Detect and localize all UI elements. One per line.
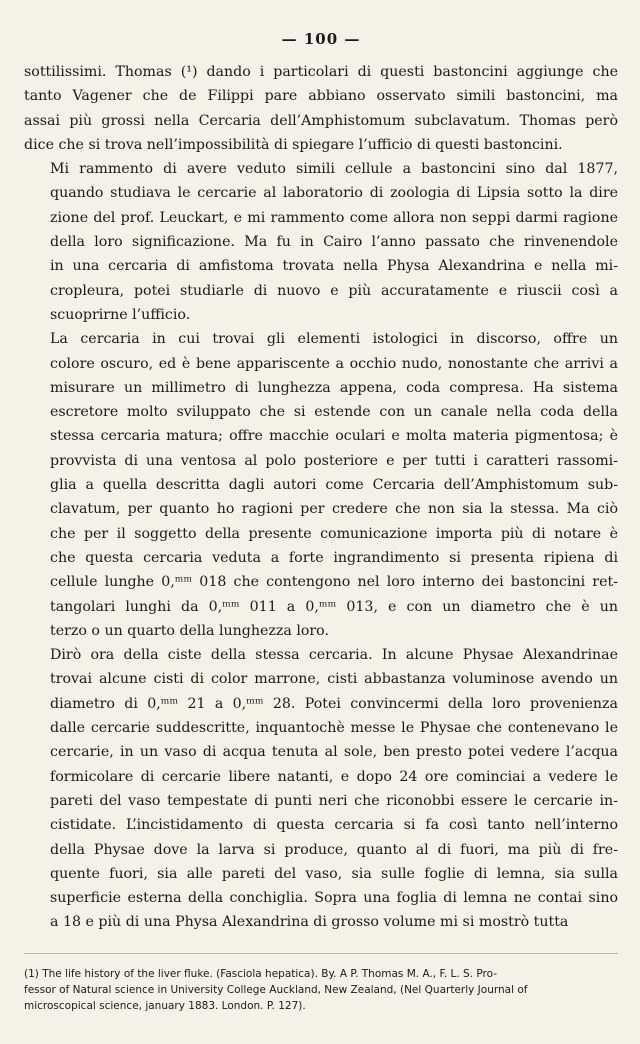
text-line: dalle cercarie suddescritte, inquantochè messe le Physae che contenevano le <box>50 720 618 737</box>
text-line: Mi rammento di avere veduto simili cellule a bastoncini sino dal 1877, <box>50 161 618 178</box>
text-line: formicolare di cercarie libere natanti, e dopo 24 ore cominciai a vedere le <box>50 768 618 785</box>
text-line: scuoprirne l’ufficio. <box>50 306 191 323</box>
text-line: misurare un millimetro di lunghezza appena, coda compresa. Ha sistema <box>50 379 618 396</box>
text-line: cropleura, potei studiarle di nuovo e più accuratamente e riuscii così a <box>50 282 618 299</box>
text-line: sottilissimi. Thomas (¹) dando i particolari di questi bastoncini aggiunge che <box>24 64 618 80</box>
text-line: clavatum, per quanto ho ragioni per credere che non sia la stessa. Ma ciò <box>50 501 618 518</box>
text-line: cistidate. L’incistidamento di questa cercaria si fa così tanto nell’interno <box>50 817 618 834</box>
text-line: Dirò ora della ciste della stessa cercaria. In alcune Physae Alexandrinae <box>50 647 618 664</box>
text-line: che per il soggetto della presente comunicazione importa più di notare è <box>50 525 618 542</box>
text-line: La cercaria in cui trovai gli elementi istologici in discorso, offre un <box>50 331 618 348</box>
text-line: dice che si trova nell’impossibilità di spiegare l’ufficio di questi bastoncini. <box>24 136 563 153</box>
text-line: terzo o un quarto della lunghezza loro. <box>50 622 329 639</box>
text-line: zione del prof. Leuckart, e mi rammento come allora non seppi darmi ragione <box>50 209 618 226</box>
text-line: stessa cercaria matura; offre macchie oculari e molta materia pigmentosa; è <box>50 428 618 445</box>
text-line: della Physae dove la larva si produce, quanto al di fuori, ma più di fre- <box>50 841 618 858</box>
text-line: escretore molto sviluppato che si estende con un canale nella coda della <box>50 404 618 421</box>
page-number: — 100 — <box>281 30 361 48</box>
text-line: a 18 e più di una Physa Alexandrina di grosso volume mi si mostrò tutta <box>50 914 569 931</box>
text-line: diametro di 0,ᵐᵐ 21 a 0,ᵐᵐ 28. Potei convincermi della loro provenienza <box>50 695 618 712</box>
footnote-line: microscopical science, january 1883. London. P. 127). <box>24 999 306 1012</box>
text-line: superficie esterna della conchiglia. Sopra una foglia di lemna ne contai sino <box>50 890 618 907</box>
text-line: cellule lunghe 0,ᵐᵐ 018 che contengono nel loro interno dei bastoncini ret- <box>50 574 618 591</box>
text-line: trovai alcune cisti di color marrone, cisti abbastanza voluminose avendo un <box>50 671 618 688</box>
footnote <box>24 966 618 1014</box>
text-line: che questa cercaria veduta a forte ingrandimento si presenta ripiena di <box>50 549 618 566</box>
footnote-line: fessor of Natural science in University College Auckland, New Zealand, (Nel Quarterly Journal of <box>24 983 528 996</box>
text-line: glia a quella descritta dagli autori come Cercaria dell’Amphistomum sub- <box>50 477 618 494</box>
paragraph <box>24 60 618 157</box>
footnote-line: (1) The life history of the liver fluke. (Fasciola hepatica). By. A P. Thomas M. A., F. L. S. Pro- <box>24 967 497 980</box>
text-line: provvista di una ventosa al polo posteriore e per tutti i caratteri rassomi- <box>50 452 618 469</box>
paragraph <box>24 643 618 935</box>
text-line: quando studiava le cercarie al laboratorio di zoologia di Lipsia sotto la dire <box>50 185 618 202</box>
text-line: colore oscuro, ed è bene appariscente a occhio nudo, nonostante che arrivi a <box>50 355 618 372</box>
page-body <box>24 30 618 1014</box>
text-line: quente fuori, sia alle pareti del vaso, sia sulle foglie di lemna, sia sulla <box>50 865 618 882</box>
text-line: cercarie, in un vaso di acqua tenuta al sole, ben presto potei vedere l’acqua <box>50 744 618 761</box>
text-line: in una cercaria di amfistoma trovata nella Physa Alexandrina e nella mi- <box>50 258 618 275</box>
text-line: assai più grossi nella Cercaria dell’Amphistomum subclavatum. Thomas però <box>24 112 618 129</box>
text-body <box>24 60 618 935</box>
text-line: tanto Vagener che de Filippi pare abbiano osservato simili bastoncini, ma <box>24 88 618 105</box>
paragraph <box>24 157 618 327</box>
paragraph <box>24 327 618 643</box>
text-line: tangolari lunghi da 0,ᵐᵐ 011 a 0,ᵐᵐ 013, e con un diametro che è un <box>50 598 618 615</box>
text-line: della loro significazione. Ma fu in Cairo l’anno passato che rinvenendole <box>50 234 618 251</box>
footnote-separator <box>24 953 618 954</box>
text-line: pareti del vaso tempestate di punti neri che riconobbi essere le cercarie in- <box>50 792 618 809</box>
